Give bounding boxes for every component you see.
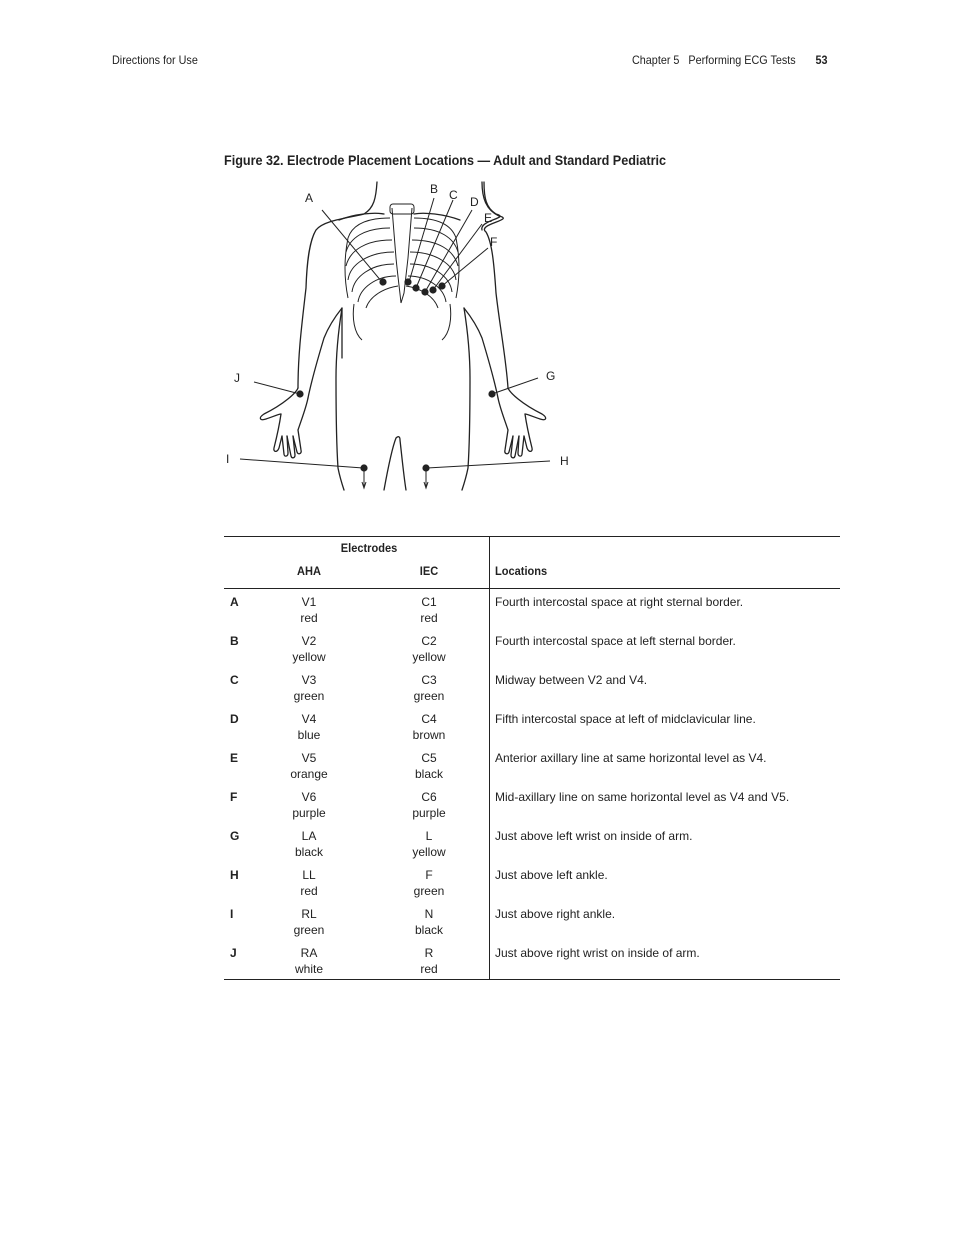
- electrode-dot-d: [421, 288, 428, 295]
- location-text: Fourth intercostal space at left sternal border.: [495, 634, 736, 648]
- electrode-placement-diagram: [224, 178, 584, 496]
- iec-color: red: [420, 610, 438, 625]
- table-row: [224, 826, 840, 865]
- body-outline: [260, 182, 545, 490]
- iec-cell: [389, 829, 469, 860]
- iec-cell: [389, 868, 469, 899]
- location-text: Just above right wrist on inside of arm.: [495, 946, 700, 960]
- aha-lead: V6: [301, 790, 317, 804]
- iec-color: black: [414, 766, 443, 781]
- label-d: D: [470, 195, 479, 209]
- label-c: C: [449, 188, 458, 202]
- page-number: 53: [815, 53, 828, 67]
- electrode-dot-f: [438, 282, 445, 289]
- aha-color: black: [294, 844, 323, 859]
- table-row: [224, 592, 840, 631]
- ribcage: [345, 204, 459, 340]
- electrode-dot-a: [379, 278, 386, 285]
- aha-cell: [269, 712, 349, 743]
- table-row: [224, 865, 840, 904]
- aha-color: blue: [297, 727, 321, 742]
- label-b: B: [430, 182, 439, 196]
- aha-column-header: AHA: [297, 564, 321, 578]
- label-a: A: [305, 191, 314, 205]
- electrode-dot-g: [488, 390, 495, 397]
- row-letter: J: [230, 946, 237, 960]
- label-e: E: [484, 211, 493, 225]
- aha-lead: V5: [301, 751, 317, 765]
- location-text: Anterior axillary line at same horizontal level as V4.: [495, 751, 767, 765]
- aha-cell: [269, 634, 349, 665]
- electrode-dot-j: [296, 390, 303, 397]
- electrodes-group-header: Electrodes: [340, 541, 398, 555]
- row-letter: A: [230, 595, 239, 609]
- electrode-dot-c: [412, 284, 419, 291]
- table-row: [224, 670, 840, 709]
- iec-color: red: [420, 961, 438, 976]
- aha-lead: V1: [301, 595, 317, 609]
- iec-lead: C4: [421, 712, 437, 726]
- running-header-left: Directions for Use: [112, 53, 198, 67]
- figure-title: Figure 32. Electrode Placement Locations — Adult and Standard Pediatric: [224, 152, 667, 168]
- location-text: Just above right ankle.: [495, 907, 616, 921]
- iec-lead: C6: [421, 790, 437, 804]
- aha-color: white: [294, 961, 323, 976]
- iec-lead: F: [425, 868, 433, 882]
- location-text: Midway between V2 and V4.: [495, 673, 648, 687]
- electrode-dot-b: [404, 278, 411, 285]
- row-letter: B: [230, 634, 239, 648]
- torso-illustration: [224, 178, 584, 496]
- row-letter: F: [230, 790, 238, 804]
- location-text: Fifth intercostal space at left of midclavicular line.: [495, 712, 756, 726]
- aha-lead: RA: [300, 946, 318, 960]
- header-rule: [224, 588, 840, 589]
- iec-cell: [389, 751, 469, 782]
- location-text: Fourth intercostal space at right sternal border.: [495, 595, 744, 609]
- iec-cell: [389, 946, 469, 977]
- aha-lead: V3: [301, 673, 317, 687]
- electrode-dot-i: [360, 464, 367, 471]
- iec-color: purple: [412, 805, 446, 820]
- aha-cell: [269, 868, 349, 899]
- iec-color: brown: [412, 727, 446, 742]
- running-header-right: [632, 53, 827, 67]
- aha-lead: V2: [301, 634, 317, 648]
- iec-color: green: [413, 883, 445, 898]
- row-letter: C: [230, 673, 239, 687]
- iec-cell: [389, 907, 469, 938]
- table-row: [224, 709, 840, 748]
- label-i: I: [226, 452, 230, 466]
- aha-color: yellow: [292, 649, 326, 664]
- iec-cell: [389, 790, 469, 821]
- electrode-dot-h: [422, 464, 429, 471]
- aha-color: green: [293, 688, 325, 703]
- aha-cell: [269, 790, 349, 821]
- iec-cell: [389, 712, 469, 743]
- row-letter: E: [230, 751, 239, 765]
- electrode-dots: [296, 278, 495, 471]
- iec-lead: C2: [421, 634, 437, 648]
- aha-lead: LA: [301, 829, 317, 843]
- aha-cell: [269, 595, 349, 626]
- label-f: F: [490, 235, 498, 249]
- iec-color: yellow: [412, 649, 446, 664]
- location-text: Just above left wrist on inside of arm.: [495, 829, 693, 843]
- iec-cell: [389, 595, 469, 626]
- aha-cell: [269, 829, 349, 860]
- iec-color: yellow: [412, 844, 446, 859]
- label-g: G: [546, 369, 556, 383]
- aha-color: green: [293, 922, 325, 937]
- table-row: [224, 787, 840, 826]
- iec-lead: R: [424, 946, 434, 960]
- row-letter: H: [230, 868, 239, 882]
- iec-cell: [389, 634, 469, 665]
- label-j: J: [234, 371, 240, 385]
- iec-color: black: [414, 922, 443, 937]
- row-letter: I: [230, 907, 234, 921]
- table-row: [224, 631, 840, 670]
- aha-color: orange: [290, 766, 328, 781]
- locations-column-header: Locations: [495, 564, 548, 578]
- aha-color: purple: [292, 805, 326, 820]
- table-row: [224, 943, 840, 982]
- chapter-title: Chapter 5 Performing ECG Tests: [632, 53, 796, 67]
- aha-lead: LL: [302, 868, 316, 882]
- iec-lead: L: [425, 829, 433, 843]
- table-row: [224, 748, 840, 787]
- label-h: H: [560, 454, 569, 468]
- iec-column-header: IEC: [419, 564, 439, 578]
- location-text: Just above left ankle.: [495, 868, 608, 882]
- aha-cell: [269, 673, 349, 704]
- aha-lead: V4: [301, 712, 317, 726]
- aha-color: red: [300, 883, 318, 898]
- iec-lead: C1: [421, 595, 437, 609]
- aha-cell: [269, 907, 349, 938]
- iec-color: green: [413, 688, 445, 703]
- iec-lead: N: [424, 907, 434, 921]
- electrode-dot-e: [429, 286, 436, 293]
- row-letter: D: [230, 712, 239, 726]
- row-letter: G: [230, 829, 240, 843]
- iec-lead: C5: [421, 751, 437, 765]
- aha-lead: RL: [301, 907, 317, 921]
- iec-cell: [389, 673, 469, 704]
- aha-cell: [269, 751, 349, 782]
- table-row: [224, 904, 840, 943]
- aha-color: red: [300, 610, 318, 625]
- iec-lead: C3: [421, 673, 437, 687]
- electrode-table: [224, 536, 840, 980]
- aha-cell: [269, 946, 349, 977]
- location-text: Mid-axillary line on same horizontal level as V4 and V5.: [495, 790, 790, 804]
